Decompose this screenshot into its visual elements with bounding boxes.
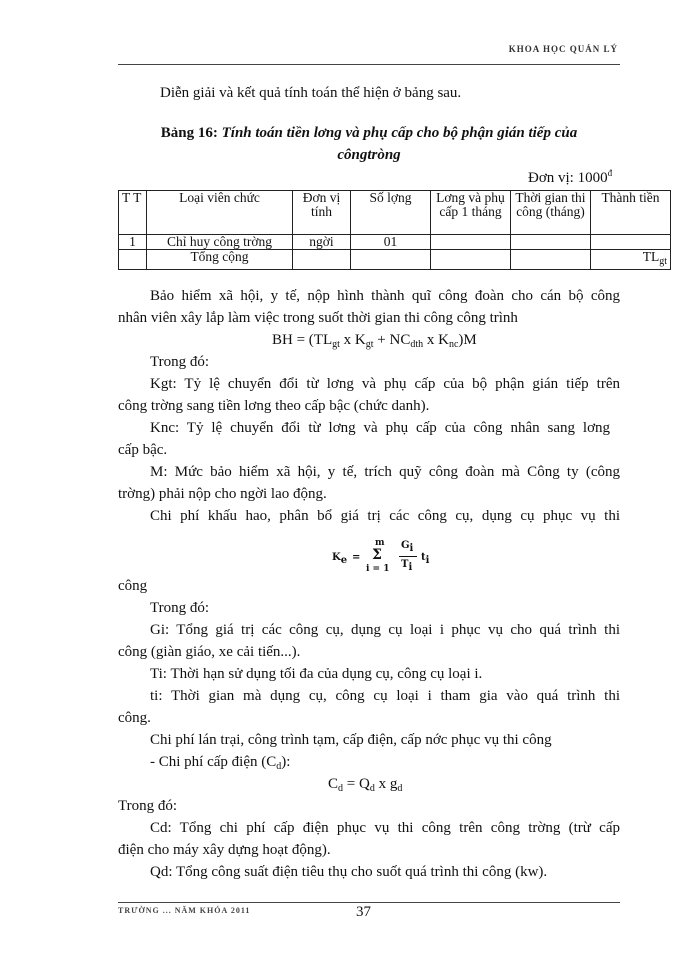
cd-formula: $C_d = Q_d$ x $g_d$	[328, 776, 403, 794]
table-caption-title-2: côngtròng	[337, 147, 401, 163]
kgt-line1: Kgt: Tỷ lệ chuyển đổi từ lơng và phụ cấp của bộ phận gián tiếp trên	[150, 376, 620, 392]
th-qty: Số lợng	[351, 191, 431, 235]
table-caption-line2	[118, 147, 620, 164]
th-salary: Lơng và phụ cấp 1 tháng	[431, 191, 511, 235]
running-header: KHOA HỌC QUẢN LÝ	[508, 44, 618, 54]
bh-formula: BH = ($TL_{gt}$ x $K_{gt} + NC_{dth}$ x $K_{nc})M$	[272, 332, 477, 350]
th-unit: Đơn vị tính	[293, 191, 351, 235]
unit-label	[528, 168, 612, 187]
p1-line1: Bảo hiểm xã hội, y tế, nộp hình thành quĩ công đoàn cho cán bộ công	[150, 288, 620, 304]
salary-table	[118, 190, 671, 270]
trong-do-3: Trong đó:	[118, 798, 178, 814]
footer-text: TRƯỜNG ... NĂM KHÓA 2011	[118, 906, 251, 915]
ke-formula: $K_e$ = m Σ i = 1 $G_i$ $T_i$ $t_i$	[332, 538, 430, 574]
gi-line1: Gi: Tổng giá trị các công cụ, dụng cụ loại i phục vụ cho quá trình thi	[150, 622, 620, 638]
trong-do-2: Trong đó:	[150, 600, 210, 616]
khau-hao-line2: công	[118, 578, 148, 594]
m-line2: trờng) phải nộp cho ngời lao động.	[118, 486, 327, 502]
kgt-line2: công trờng sang tiền lơng theo cấp bậc (chức danh).	[118, 398, 430, 414]
footer-rule	[118, 902, 620, 903]
cell-amount	[591, 235, 671, 250]
total-label: Tổng cộng	[147, 250, 293, 270]
m-line1: M: Mức bảo hiểm xã hội, y tế, trích quỹ công đoàn mà Công ty (công	[150, 464, 620, 480]
cell-tt: 1	[119, 235, 147, 250]
cell-type: Chỉ huy công trờng	[147, 235, 293, 250]
cell-salary	[431, 235, 511, 250]
cell-duration	[511, 235, 591, 250]
table-caption-line1	[118, 125, 620, 142]
cell-qty: 01	[351, 235, 431, 250]
th-duration: Thời gian thi công (tháng)	[511, 191, 591, 235]
khau-hao-line1: Chi phí khấu hao, phân bổ giá trị các công cụ, dụng cụ phục vụ thi	[150, 508, 620, 524]
p1-line2: nhân viên xây lắp làm việc trong suốt thời gian thi công công trình	[118, 310, 518, 326]
cell-unit: ngời	[293, 235, 351, 250]
gi-line2: công (giàn giáo, xe cải tiến...).	[118, 644, 301, 660]
cd-line2: điện cho máy xây dựng hoạt động).	[118, 842, 331, 858]
ti-line2: công.	[118, 710, 151, 726]
unit-sup: đ	[607, 168, 613, 178]
header-rule	[118, 64, 620, 65]
unit-text: Đơn vị: 1000	[528, 170, 608, 186]
th-tt: T T	[119, 191, 147, 235]
table-caption-title: Tính toán tiền lơng và phụ cấp cho bộ phận gián tiếp của	[221, 125, 578, 141]
table-header-row	[119, 191, 671, 235]
knc-line1: Knc: Tỷ lệ chuyển đổi từ lơng và phụ cấp của công nhân sang lơng	[150, 420, 610, 436]
table-caption-label: Bảng 16:	[160, 125, 218, 141]
lan-trai-line: Chi phí lán trại, công trình tạm, cấp điện, cấp nớc phục vụ thi công	[150, 732, 552, 748]
cap-dien-item: - Chi phí cấp điện $(C_d)$:	[150, 754, 291, 772]
ti-cap-line: Ti: Thời hạn sử dụng tối đa của dụng cụ, công cụ loại i.	[150, 666, 483, 682]
page-number: 37	[356, 904, 371, 920]
intro-text: Diễn giải và kết quả tính toán thể hiện ở bảng sau.	[160, 85, 462, 101]
th-type: Loại viên chức	[147, 191, 293, 235]
total-value: $TL_{gt}$	[591, 250, 671, 270]
qd-line1: Qd: Tổng công suất điện tiêu thụ cho suốt quá trình thi công (kw).	[150, 864, 548, 880]
th-amount: Thành tiền	[591, 191, 671, 235]
knc-line2: cấp bậc.	[118, 442, 168, 458]
table-row	[119, 235, 671, 250]
ti-line1: ti: Thời gian mà dụng cụ, công cụ loại i tham gia vào quá trình thi	[150, 688, 620, 704]
table-total-row	[119, 250, 671, 270]
trong-do-1: Trong đó:	[150, 354, 210, 370]
cd-line1: Cd: Tổng chi phí cấp điện phục vụ thi công trên công trờng (trừ cấp	[150, 820, 620, 836]
